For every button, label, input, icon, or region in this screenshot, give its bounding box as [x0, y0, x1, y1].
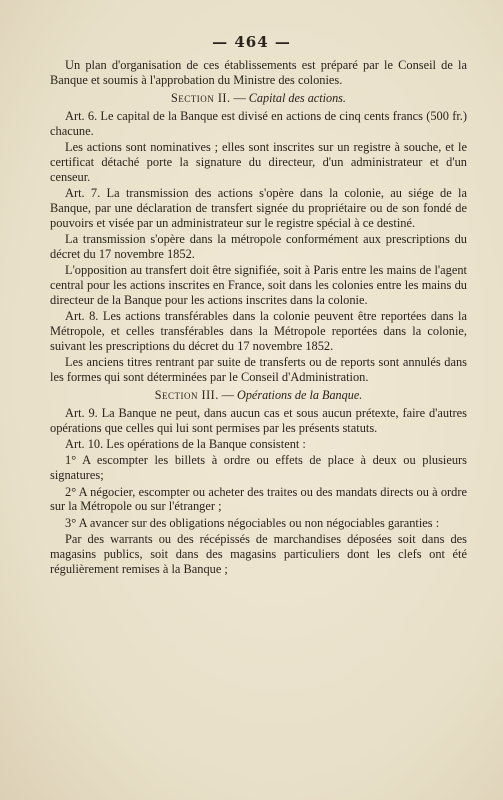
section-heading-2	[50, 91, 467, 106]
section-title: Capital des actions.	[248, 90, 346, 105]
list-item: 3° A avancer sur des obligations négociables ou non négociables garanties :	[65, 515, 440, 530]
paragraph: Art. 8. Les actions transférables dans la colonie peuvent être reportées dans la Métropole, et celles transférables dans la Métropole reportées dans la colonie, suivant les prescriptions du décret du 17 novembre 1852.	[50, 309, 467, 353]
list-item: 2° A négocier, escompter ou acheter des traites ou des mandats directs ou à ordre sur la Métropole ou sur l'étranger ;	[50, 484, 467, 514]
paragraph: Un plan d'organisation de ces établissements est préparé par le Conseil de la Banque et soumis à l'approbation du Ministre des colonies.	[50, 58, 467, 87]
paragraph: Art. 10. Les opérations de la Banque consistent :	[65, 437, 306, 452]
paragraph: Par des warrants ou des récépissés de marchandises déposées soit dans des magasins publics, soit dans des magasins particuliers dont les clefs ont été régulièrement remises à la Banque ;	[50, 532, 467, 576]
section-heading-3	[50, 388, 467, 403]
list-item: 1° A escompter les billets à ordre ou effets de place à deux ou plusieurs signatures;	[50, 453, 467, 483]
paragraph: L'opposition au transfert doit être signifiée, soit à Paris entre les mains de l'agent central pour les actions inscrites en France, soit dans les colonies entre les mains du directeur de la Banque pour les actions inscrites dans la colonie.	[50, 263, 467, 307]
paragraph: Art. 7. La transmission des actions s'opère dans la colonie, au siége de la Banque, par une déclaration de transfert signée du propriétaire ou de son fondé de pouvoirs et visée par un administrateur sur le registre spécial à ce destiné.	[50, 185, 467, 230]
paragraph: Art. 9. La Banque ne peut, dans aucun cas et sous aucun prétexte, faire d'autres opérations que celles qui lui sont permises par les présents statuts.	[50, 405, 467, 435]
page-body	[50, 58, 467, 577]
section-label: Section III.	[154, 387, 219, 402]
section-title: Opérations de la Banque.	[237, 387, 363, 402]
section-label: Section II.	[171, 90, 231, 105]
paragraph: Les actions sont nominatives ; elles sont inscrites sur un registre à souche, et le certificat détaché porte la signature du directeur, d'un administrateur et d'un censeur.	[50, 139, 467, 184]
page-number: — 464 —	[212, 33, 291, 51]
section-dash: —	[233, 90, 246, 105]
section-dash: —	[221, 387, 234, 402]
paragraph: Les anciens titres rentrant par suite de transferts ou de reports sont annulés dans les formes qui sont déterminées par le Conseil d'Administration.	[50, 355, 467, 385]
paragraph: La transmission s'opère dans la métropole conformément aux prescriptions du décret du 17 novembre 1852.	[50, 231, 467, 261]
paragraph: Art. 6. Le capital de la Banque est divisé en actions de cinq cents francs (500 fr.) chacune.	[50, 108, 467, 138]
